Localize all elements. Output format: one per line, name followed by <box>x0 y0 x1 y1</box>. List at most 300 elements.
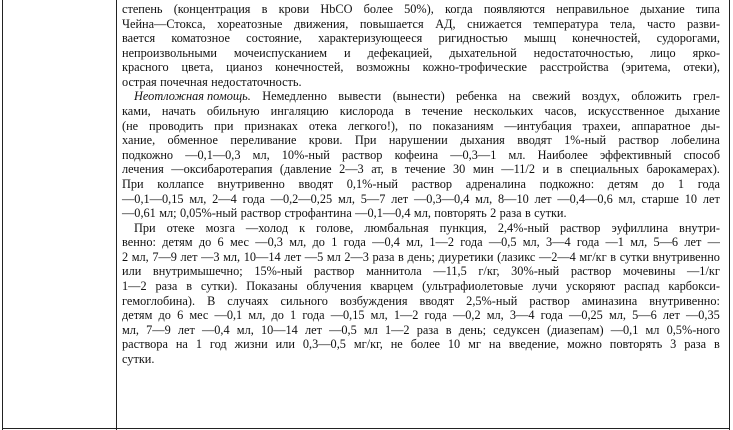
word: мл, <box>370 308 388 323</box>
word: эффективный <box>599 147 672 162</box>
table-border-bottom <box>2 428 730 429</box>
word: до <box>198 235 212 250</box>
word: —0,1—0,15 <box>122 191 184 206</box>
word: год <box>209 337 227 352</box>
word: 10 <box>447 337 461 352</box>
word: день; <box>407 249 435 264</box>
word: 1—2 <box>122 278 147 293</box>
word: —0,3—1 <box>450 147 497 162</box>
word: раствор <box>240 206 282 221</box>
word: кожно-трофические <box>422 60 527 75</box>
word: —0,4—0,6 <box>557 191 613 206</box>
word: в <box>445 322 452 337</box>
word: крови <box>278 2 310 16</box>
word: острая <box>122 74 157 89</box>
word: 5—6 <box>632 308 657 323</box>
word: в <box>261 2 268 16</box>
word: 50%), <box>404 2 434 16</box>
word: раствор <box>529 293 570 308</box>
word: 2 <box>122 249 129 264</box>
word: Наиболее <box>537 147 588 162</box>
paragraph <box>122 221 720 367</box>
word: строфантина <box>284 206 352 221</box>
word: в <box>714 337 720 352</box>
word: барокамерах). <box>646 162 720 177</box>
word: лет <box>180 249 198 264</box>
word: мл; <box>159 206 177 221</box>
word: хание, <box>122 133 156 148</box>
word: лет <box>534 191 552 206</box>
word: нарушении <box>388 133 448 148</box>
word: дыхание <box>640 2 685 16</box>
word: на <box>175 337 188 352</box>
word: При <box>354 133 377 148</box>
word: обложить <box>631 89 682 104</box>
word: недостаточность. <box>211 74 302 89</box>
text-line <box>122 323 720 338</box>
text-line <box>122 308 720 323</box>
word: начать <box>161 104 196 119</box>
word: внутривенно <box>217 176 285 191</box>
word: обильную <box>206 104 260 119</box>
word: —0,1—0,3 <box>185 147 241 162</box>
word: —0,2 <box>452 308 481 323</box>
word: 1 <box>331 235 338 250</box>
word: АД, <box>435 16 456 31</box>
text-line <box>122 17 720 32</box>
text-line <box>122 46 720 61</box>
word: способ <box>683 147 720 162</box>
word: отеке <box>166 220 195 235</box>
word: лучи <box>532 278 558 293</box>
word: мл, <box>248 308 266 323</box>
word: мл <box>326 249 341 264</box>
word: трахеи, <box>582 118 621 133</box>
word: распад <box>624 278 660 293</box>
word: —1 <box>605 235 624 250</box>
word: при <box>214 118 234 133</box>
word: до <box>158 308 171 323</box>
word: —11,5 <box>433 264 467 279</box>
word: мл, <box>337 191 355 206</box>
word: Чейна—Стокса, <box>122 16 206 31</box>
word: года <box>242 191 265 206</box>
word: кварцем <box>370 278 414 293</box>
word: ингаляцию <box>270 104 329 119</box>
word: 10 <box>684 191 698 206</box>
table-border-right <box>729 0 730 430</box>
word: или <box>122 264 142 279</box>
word: движения, <box>293 16 349 31</box>
word: тела, <box>609 16 636 31</box>
word: на <box>508 89 521 104</box>
word: в <box>556 162 563 177</box>
word: лет <box>684 235 702 250</box>
word: раза <box>684 337 707 352</box>
word: сильного <box>280 293 328 308</box>
word: года <box>424 308 447 323</box>
column-divider <box>116 0 117 430</box>
word: лет <box>177 322 195 337</box>
word: лет <box>702 191 720 206</box>
text-line <box>122 264 720 279</box>
text-line <box>122 279 720 294</box>
word: внутри- <box>679 220 720 235</box>
word: вводят <box>298 176 334 191</box>
text-line <box>122 2 720 17</box>
text-line <box>122 206 720 221</box>
word: до <box>312 235 325 250</box>
word: ригидностью <box>438 31 508 46</box>
word: нескольких <box>473 104 534 119</box>
word: —0,61 <box>122 206 156 221</box>
word: 2—3 <box>339 162 364 177</box>
word: мг <box>468 337 481 352</box>
word: гемоглобина). <box>122 293 196 308</box>
text-line <box>122 221 720 236</box>
word: день; <box>458 322 487 337</box>
word: конечностей, <box>572 31 641 46</box>
word: ярко- <box>692 45 720 60</box>
word: мл, <box>522 235 540 250</box>
table-border-left <box>2 0 3 430</box>
word: мес <box>229 235 249 250</box>
word: дефекацией, <box>367 45 433 60</box>
word: —0,4 <box>372 235 400 250</box>
word: ды- <box>701 118 720 133</box>
word: до <box>271 308 284 323</box>
word: карбокси- <box>668 278 720 293</box>
word: мл, <box>486 308 504 323</box>
word: 1 <box>195 337 202 352</box>
word: грел- <box>693 89 720 104</box>
word: когда <box>445 2 473 16</box>
text-line <box>122 60 720 75</box>
word: года <box>540 308 563 323</box>
word: цианоз <box>226 60 263 75</box>
word: обменное <box>167 133 218 148</box>
word: раза <box>372 249 395 264</box>
word: подкожно <box>122 147 174 162</box>
word: детям <box>607 176 639 191</box>
word: мочевины <box>622 264 676 279</box>
word: дыхательной <box>449 45 517 60</box>
word: до <box>651 176 665 191</box>
word: мл, <box>608 308 626 323</box>
word: (ультрафиолетовые <box>422 278 524 293</box>
word: — <box>707 235 720 250</box>
word: сутки). <box>200 278 238 293</box>
word: мл, <box>252 147 270 162</box>
word: разви- <box>686 16 720 31</box>
word: признаках <box>244 118 298 133</box>
word: почечная <box>160 74 208 89</box>
word: появляются <box>483 2 546 16</box>
text-line <box>122 119 720 134</box>
word: раствор <box>559 220 601 235</box>
word: повторять <box>609 337 663 352</box>
word: —0,4 <box>201 322 230 337</box>
word: —0,35 <box>685 308 720 323</box>
text-column <box>122 2 720 366</box>
word: на <box>488 337 501 352</box>
word: эуфиллина <box>611 220 669 235</box>
word: 3 <box>670 337 677 352</box>
word: диуретики <box>438 249 494 264</box>
word: 1 <box>677 176 685 191</box>
word: 5—7 <box>360 191 386 206</box>
word: Немедленно <box>262 89 327 104</box>
word: —0,1—0,4 <box>355 206 411 221</box>
word: —0,3—0,4 <box>414 191 470 206</box>
word: сутки. <box>122 351 155 366</box>
word: 1—2 <box>429 235 454 250</box>
word: ребенка <box>456 89 498 104</box>
word: хореатозные <box>217 16 283 31</box>
text-line <box>122 192 720 207</box>
word: свежий <box>532 89 571 104</box>
word: судорогами, <box>656 31 720 46</box>
word: мл, <box>189 191 207 206</box>
word: пункция, <box>439 220 487 235</box>
word: —5 <box>304 249 324 264</box>
word: по <box>409 118 422 133</box>
word: мл. <box>508 147 526 162</box>
word: непроизвольными <box>122 45 218 60</box>
word: характеризующееся <box>318 31 423 46</box>
word: в <box>391 162 398 177</box>
word: мг/кг, <box>353 337 383 352</box>
word: —0,5 <box>329 322 357 337</box>
word: дыхания <box>460 133 505 148</box>
word: мл, <box>289 235 307 250</box>
word: вывести <box>338 89 382 104</box>
word: недостаточностью, <box>533 45 634 60</box>
word: —1/кг <box>687 264 720 279</box>
word: мл, <box>630 235 648 250</box>
word: конечностей, <box>275 60 344 75</box>
lead-in-heading: Неотложная помощь. <box>134 89 251 104</box>
word: кофеина <box>394 147 439 162</box>
word: коматозное <box>171 31 230 46</box>
word: к <box>299 220 306 235</box>
word: мл, <box>131 249 149 264</box>
word: течение <box>404 162 446 177</box>
word: внутримышечно; <box>152 264 243 279</box>
word: кислорода <box>339 104 394 119</box>
word: раза <box>416 322 439 337</box>
word: часов, <box>544 104 577 119</box>
word: мг/кг <box>579 249 607 264</box>
paragraph <box>122 89 720 220</box>
text-line <box>122 337 720 352</box>
text-line <box>122 250 720 265</box>
word: —11/2 <box>501 162 535 177</box>
word: —3 <box>201 249 220 264</box>
word: типа <box>695 2 720 16</box>
word: мин <box>472 162 494 177</box>
word: —0,15 <box>330 308 365 323</box>
word: года <box>576 235 600 250</box>
word: воздух, <box>581 89 620 104</box>
word: —0,1 <box>214 308 243 323</box>
word: —интубация <box>504 118 572 133</box>
word: вводят <box>419 293 455 308</box>
word: 0,1%-ный <box>346 176 398 191</box>
word: раствор <box>618 133 659 148</box>
word: в <box>186 278 193 293</box>
word: (эритема, <box>621 60 671 75</box>
word: сутки <box>619 249 650 264</box>
word: или <box>275 337 295 352</box>
word: лет <box>391 191 409 206</box>
word: красного <box>122 60 169 75</box>
word: —0,1 <box>610 322 639 337</box>
word: —0,5 <box>488 235 517 250</box>
word: 3—4 <box>546 235 571 250</box>
word: (давление <box>279 162 332 177</box>
word: венно: <box>122 235 156 250</box>
word: детям <box>162 235 193 250</box>
word: маннитола <box>366 264 422 279</box>
word: 1—2 <box>393 308 419 323</box>
word: ускоряют <box>565 278 616 293</box>
word: 8—10 <box>498 191 529 206</box>
word: жизни <box>234 337 268 352</box>
word: мл <box>645 322 660 337</box>
word: 10%-ный <box>281 147 330 162</box>
word: мл, <box>406 235 424 250</box>
word: 2—3 <box>344 249 369 264</box>
word: (диазепам) <box>546 322 604 337</box>
text-line <box>122 31 720 46</box>
word: мл, <box>122 322 139 337</box>
word: года <box>343 235 366 250</box>
word: 2—4 <box>212 191 237 206</box>
word: не <box>390 337 403 352</box>
word: мл, <box>236 322 254 337</box>
word: искусственное <box>587 104 665 119</box>
word: мочеиспусканием <box>233 45 328 60</box>
word: (не <box>122 118 139 133</box>
word: Показаны <box>246 278 298 293</box>
word: 2 <box>490 206 497 221</box>
word: года <box>460 235 483 250</box>
word: в <box>398 249 404 264</box>
word: 10—14 <box>260 322 298 337</box>
word: дыхание <box>675 104 720 119</box>
word: седуксен <box>493 322 540 337</box>
word: мл, <box>475 191 493 206</box>
word: 30 <box>453 162 466 177</box>
word: часто <box>646 16 676 31</box>
word: —2—4 <box>538 249 576 264</box>
word: —0,25 <box>569 308 603 323</box>
word: возможны <box>356 60 410 75</box>
word: лет <box>662 308 680 323</box>
word: переливание <box>230 133 297 148</box>
word: вводят <box>517 133 552 148</box>
word: отека <box>308 118 337 133</box>
word: мозга <box>205 220 235 235</box>
word: В <box>207 293 216 308</box>
word: течение <box>421 104 463 119</box>
word: раствор <box>341 147 383 162</box>
word: раствора <box>122 337 168 352</box>
word: аминазина <box>581 293 638 308</box>
word: (вынести) <box>392 89 445 104</box>
word: раствор <box>570 264 612 279</box>
word: более <box>363 2 393 16</box>
word: г/кг, <box>478 264 500 279</box>
word: 7—9 <box>152 249 177 264</box>
word: мл, <box>413 206 431 221</box>
word: состояние, <box>246 31 302 46</box>
word: 15%-ный <box>254 264 303 279</box>
word: лет <box>304 322 322 337</box>
word: отеки), <box>683 60 720 75</box>
word: возбуждения <box>339 293 408 308</box>
word: в <box>404 104 411 119</box>
word: 1%-ный <box>564 133 607 148</box>
word: адреналина <box>465 176 526 191</box>
word: 3—4 <box>509 308 535 323</box>
word: 2,5%-ный <box>466 293 518 308</box>
word: 7—9 <box>146 322 171 337</box>
word: мл, <box>618 191 636 206</box>
paragraph <box>122 2 720 89</box>
word: При <box>122 176 144 191</box>
text-line <box>122 148 720 163</box>
word: 0,3—0,5 <box>302 337 346 352</box>
word: ками, <box>122 104 151 119</box>
word: голове, <box>316 220 354 235</box>
word: 2,4%-ный <box>497 220 549 235</box>
word: подкожно: <box>539 176 595 191</box>
text-line <box>122 177 720 192</box>
word: 0,5%-ного <box>666 322 720 337</box>
word: старше <box>641 191 679 206</box>
word: 1—2 <box>384 322 410 337</box>
word: в <box>610 249 617 264</box>
word: 30%-ный <box>511 264 560 279</box>
word: 10—14 <box>243 249 281 264</box>
word: HbCO <box>320 2 353 16</box>
text-line <box>122 89 720 104</box>
word: раствор <box>411 176 453 191</box>
text-line <box>122 235 720 250</box>
word: неправильное <box>556 2 629 16</box>
word: повышается <box>359 16 424 31</box>
word: расстройства <box>539 60 609 75</box>
word: проводить <box>149 118 204 133</box>
word: —0,2—0,25 <box>270 191 333 206</box>
word: легкого!), <box>347 118 399 133</box>
word: года <box>302 308 325 323</box>
word: облучения <box>306 278 362 293</box>
word: —0,3 <box>255 235 283 250</box>
text-line <box>122 104 720 119</box>
word: 6 <box>217 235 224 250</box>
word: внутривенно <box>652 249 720 264</box>
word: случаях <box>227 293 269 308</box>
word: (концентрация <box>173 2 251 16</box>
word: мл, <box>223 249 241 264</box>
word: введение, <box>508 337 560 352</box>
word: ат, <box>371 162 384 177</box>
word: —оксибаротерапия <box>171 162 273 177</box>
word: лечения <box>122 162 164 177</box>
